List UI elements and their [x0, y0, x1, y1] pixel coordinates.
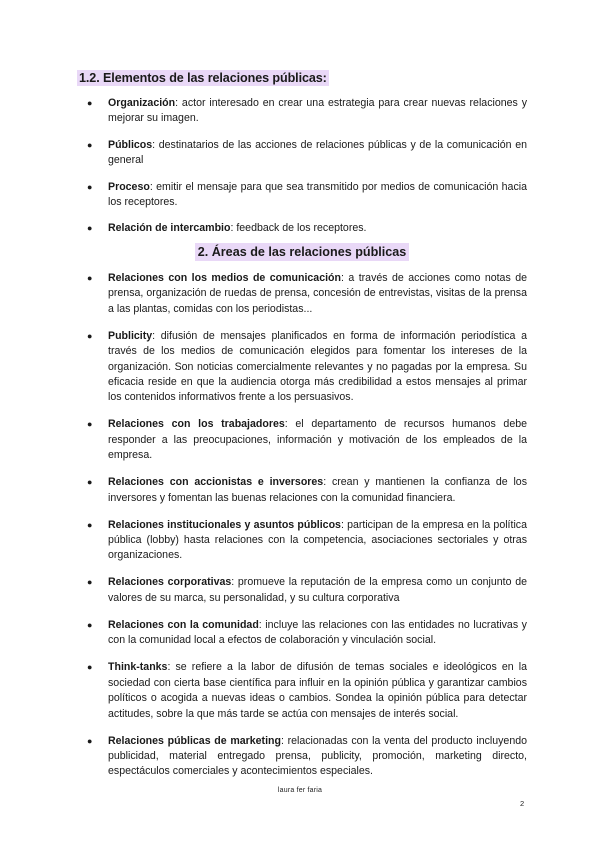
list-item	[86, 180, 527, 211]
bullet-icon: ●	[87, 519, 93, 530]
section-heading-text: 2. Áreas de las relaciones públicas	[195, 243, 410, 261]
bullet-icon: ●	[87, 619, 93, 630]
item-term: Relaciones con accionistas e inversores	[108, 476, 324, 489]
item-term: Organización	[108, 97, 176, 109]
list-item	[86, 518, 527, 564]
item-term: Públicos	[108, 138, 153, 151]
item-text: : participan de la empresa en la política pública (lobby) hasta relaciones con la competencia, asociaciones sectoriales y otras organizaciones.	[108, 518, 527, 562]
list-item	[86, 660, 527, 722]
bullet-icon: ●	[87, 662, 93, 673]
item-text: : se refiere a la labor de difusión de temas sociales e ideológicos en la sociedad con cierta base científica para influir en la opinión pública y garantizar cambios políticos o acogida a nuevas ideas o cambios. Sondea la opinión pública para detectar actitudes, sobre la que más tarde se actúa con mensajes de interés social.	[108, 661, 527, 720]
bullet-icon: ●	[87, 98, 93, 108]
list-item	[86, 138, 527, 169]
item-text: : actor interesado en crear una estrategia para crear nuevas relaciones y mejorar su imagen.	[108, 97, 527, 125]
bullet-icon: ●	[87, 223, 93, 234]
list-item	[86, 475, 527, 506]
list-item	[86, 271, 527, 317]
item-text: : promueve la reputación de la empresa como un conjunto de valores de su marca, su personalidad, y su cultura corporativa	[108, 576, 527, 604]
list-item	[86, 221, 527, 236]
item-term: Relaciones corporativas	[108, 576, 232, 589]
bullet-icon: ●	[87, 330, 93, 341]
bullet-icon: ●	[87, 273, 93, 283]
item-term: Proceso	[108, 180, 150, 193]
item-text: : el departamento de recursos humanos debe responder a las preocupaciones, información y motivación de los empleados de la empresa.	[108, 418, 528, 462]
item-term: Think-tanks	[108, 661, 168, 674]
bullet-icon: ●	[87, 577, 93, 588]
footer-author: laura fer faria	[277, 787, 323, 794]
bullet-icon: ●	[87, 181, 93, 192]
item-text: : destinatarios de las acciones de relaciones públicas y de la comunicación en general	[108, 138, 527, 167]
item-term: Relaciones institucionales y asuntos públicos	[108, 518, 341, 531]
item-term: Relación de intercambio	[108, 222, 231, 235]
page-number: 2	[520, 799, 525, 808]
item-term: Relaciones con la comunidad	[108, 618, 259, 631]
list-item	[86, 96, 527, 127]
areas-list	[86, 271, 527, 791]
bullet-icon: ●	[87, 735, 93, 746]
item-text: : feedback de los receptores.	[230, 222, 367, 235]
item-text: : a través de acciones como notas de prensa, organización de ruedas de prensa, concesión de entrevistas, visitas de la prensa a las plantas, comidas con los periodistas...	[108, 272, 527, 315]
bullet-icon: ●	[87, 139, 93, 150]
list-item	[86, 575, 527, 606]
item-text: : difusión de mensajes planificados en forma de información periodística a través de los medios de comunicación elegidos para fomentar los intereses de la organización. Son noticias comercialmente relevantes y no pagadas por la empresa. Su eficacia reside en que la audiencia otorga más credibilidad a estos mensajes al primar los contenidos informativos frente a los persuasivos.	[108, 329, 527, 404]
list-item	[86, 734, 527, 780]
elements-list	[86, 96, 527, 248]
section-heading-elementos	[77, 71, 329, 85]
list-item	[86, 417, 527, 463]
item-text: : crean y mantienen la confianza de los inversores y fomentan las buenas relaciones con la comunidad financiera.	[108, 476, 527, 504]
item-text: : emitir el mensaje para que sea transmitido por medios de comunicación hacia los receptores.	[108, 180, 527, 209]
item-term: Relaciones con los trabajadores	[108, 418, 285, 431]
item-term: Relaciones públicas de marketing	[108, 734, 281, 747]
item-text: : relacionadas con la venta del producto incluyendo publicidad, material entregado prensa, publicity, promoción, marketing directo, espectáculos comerciales y acontecimientos especiales.	[108, 734, 527, 778]
item-term: Relaciones con los medios de comunicación	[108, 272, 341, 284]
section-heading-areas	[0, 245, 600, 259]
list-item	[86, 618, 527, 649]
bullet-icon: ●	[87, 477, 93, 488]
section-heading-text: 1.2. Elementos de las relaciones públicas:	[79, 71, 327, 85]
bullet-icon: ●	[87, 419, 93, 430]
list-item	[86, 329, 527, 406]
item-term: Publicity	[108, 329, 153, 342]
item-text: : incluye las relaciones con las entidades no lucrativas y con la comunidad local a efectos de colaboración y vinculación social.	[108, 618, 527, 647]
